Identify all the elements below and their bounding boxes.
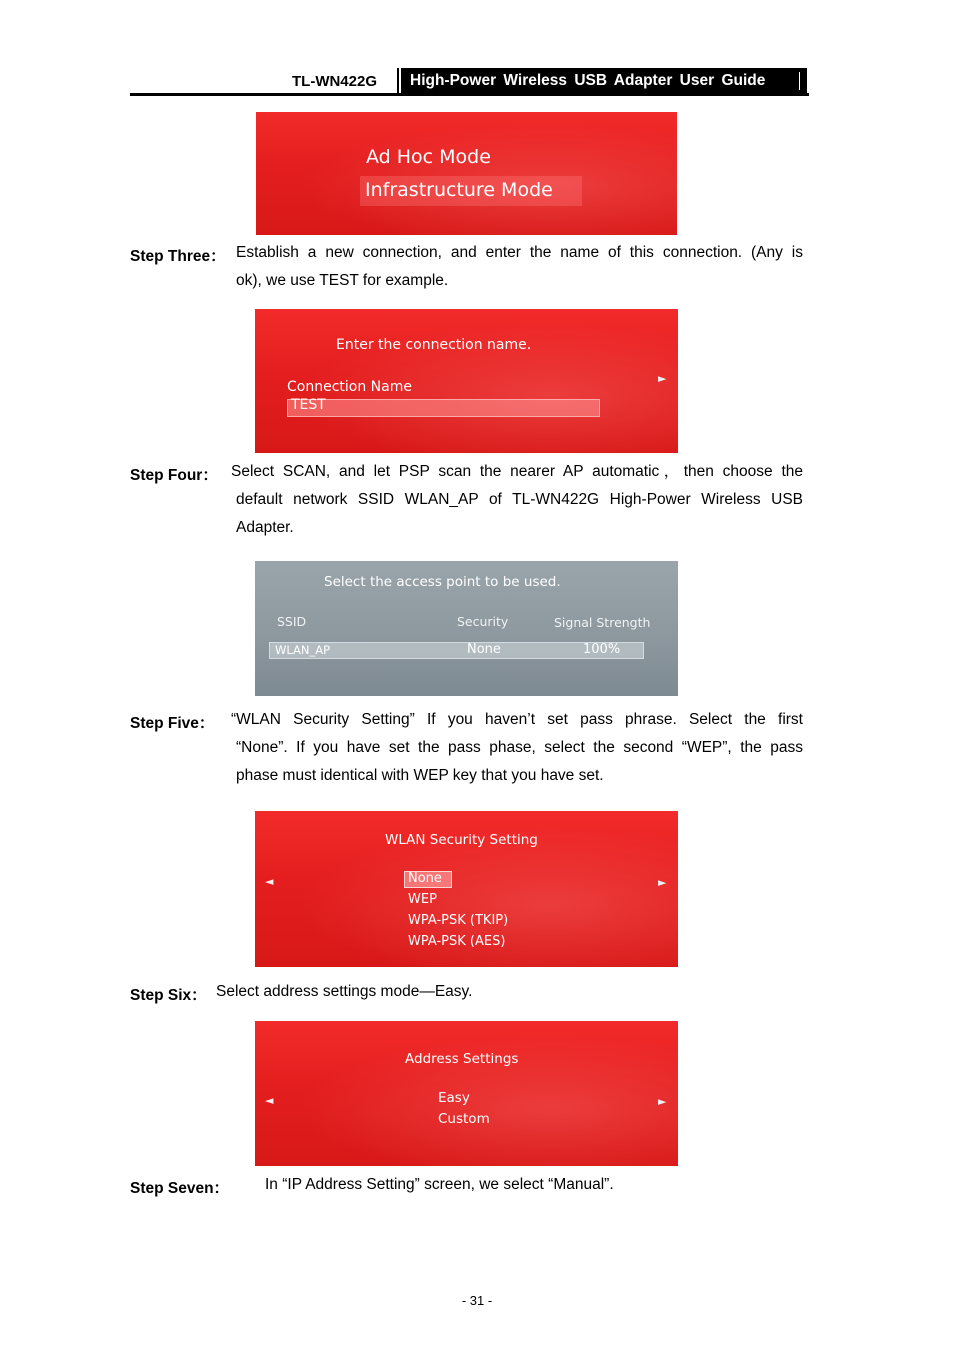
step-three-line-1: Establish a new connection, and enter the name of this connection. (Any is bbox=[236, 244, 803, 261]
header-rule bbox=[130, 93, 809, 96]
header-model: TL-WN422G bbox=[292, 73, 378, 90]
step-four-line-3: Adapter. bbox=[236, 518, 294, 536]
chevron-left-icon[interactable]: ◄ bbox=[265, 1094, 274, 1107]
mode-item-infrastructure: Infrastructure Mode bbox=[365, 179, 553, 201]
security-option-none[interactable]: None bbox=[408, 871, 442, 886]
screenshot-access-point bbox=[255, 561, 678, 696]
column-signal-strength: Signal Strength bbox=[554, 615, 651, 630]
step-four-line-1: Select SCAN, and let PSP scan the nearer AP automatic，then choose the bbox=[231, 463, 803, 480]
chevron-right-icon[interactable]: ► bbox=[658, 372, 667, 385]
row-signal: 100% bbox=[583, 642, 621, 657]
step-seven-text: In “IP Address Setting” screen, we select “Manual”. bbox=[265, 1176, 614, 1193]
step-four-text bbox=[231, 458, 803, 486]
step-five-line-3: phase must identical with WEP key that you have set. bbox=[236, 766, 604, 784]
chevron-right-icon[interactable]: ► bbox=[658, 876, 667, 889]
column-ssid: SSID bbox=[277, 614, 307, 629]
step-three-text bbox=[236, 239, 803, 294]
address-title: Address Settings bbox=[405, 1051, 519, 1067]
step-five-text-cont bbox=[236, 734, 803, 789]
step-six-text: Select address settings mode—Easy. bbox=[216, 983, 473, 1000]
access-point-title: Select the access point to be used. bbox=[324, 574, 561, 590]
step-three-line-2: ok), we use TEST for example. bbox=[236, 271, 449, 289]
screenshot-security-setting bbox=[255, 811, 678, 967]
header-separator bbox=[397, 68, 399, 94]
header-guide-bar bbox=[799, 72, 800, 90]
screenshot-mode bbox=[256, 112, 677, 235]
chevron-left-icon[interactable]: ◄ bbox=[265, 875, 274, 888]
step-three-label: Step Three： bbox=[130, 248, 226, 265]
step-seven-label: Step Seven： bbox=[130, 1180, 230, 1197]
connection-name-field[interactable] bbox=[287, 399, 600, 417]
column-security: Security bbox=[457, 614, 509, 629]
step-five-line-2: “None”. If you have set the pass phase, select the second “WEP”, the pass bbox=[236, 739, 803, 756]
connection-name-label: Connection Name bbox=[287, 379, 412, 395]
step-four-label: Step Four： bbox=[130, 467, 218, 484]
mode-item-adhoc: Ad Hoc Mode bbox=[366, 146, 491, 168]
step-five-label: Step Five： bbox=[130, 715, 215, 732]
header-guide-title: High-Power Wireless USB Adapter User Guide bbox=[401, 68, 807, 94]
row-security: None bbox=[467, 642, 501, 657]
address-option-custom[interactable]: Custom bbox=[438, 1111, 490, 1127]
step-five-line-1: “WLAN Security Setting” If you haven’t set pass phrase. Select the first bbox=[231, 711, 803, 728]
security-option-wpa-aes[interactable]: WPA-PSK (AES) bbox=[408, 934, 506, 949]
security-option-wep[interactable]: WEP bbox=[408, 892, 437, 907]
row-ssid: WLAN_AP bbox=[275, 643, 331, 657]
address-option-easy[interactable]: Easy bbox=[438, 1090, 470, 1106]
step-five-text bbox=[231, 706, 803, 734]
security-title: WLAN Security Setting bbox=[385, 832, 538, 848]
step-four-line-2: default network SSID WLAN_AP of TL-WN422G High-Power Wireless USB bbox=[236, 491, 803, 508]
step-four-text-cont bbox=[236, 486, 803, 541]
page-number: - 31 - bbox=[461, 1293, 493, 1308]
connection-name-value: TEST bbox=[291, 397, 326, 413]
security-option-wpa-tkip[interactable]: WPA-PSK (TKIP) bbox=[408, 913, 509, 928]
step-six-label: Step Six： bbox=[130, 987, 207, 1004]
chevron-right-icon[interactable]: ► bbox=[658, 1095, 667, 1108]
connection-name-title: Enter the connection name. bbox=[336, 337, 532, 353]
screenshot-connection-name bbox=[255, 309, 678, 453]
screenshot-address-settings bbox=[255, 1021, 678, 1166]
